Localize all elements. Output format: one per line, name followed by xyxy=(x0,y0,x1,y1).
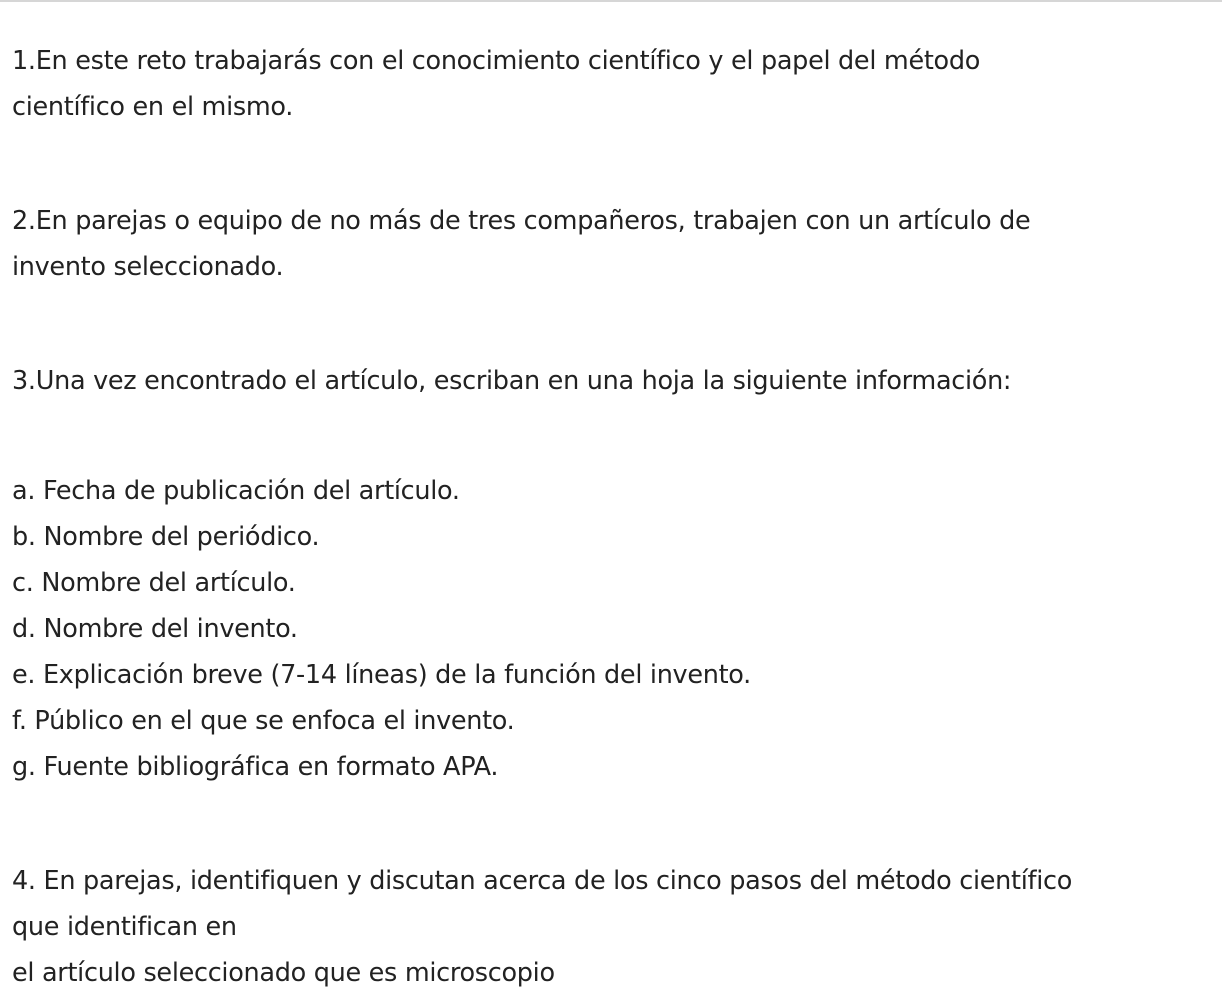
instruction-1 xyxy=(12,38,1212,130)
instruction-2 xyxy=(12,198,1212,290)
list-item: a. Fecha de publicación del artículo. xyxy=(12,476,460,506)
instruction-4 xyxy=(12,858,1212,996)
instruction-3-line-1: 3.Una vez encontrado el artículo, escriban en una hoja la siguiente información: xyxy=(12,366,1012,396)
spacer xyxy=(12,790,1212,858)
instruction-2-line-2: invento seleccionado. xyxy=(12,252,284,282)
list-item: b. Nombre del periódico. xyxy=(12,522,320,552)
instruction-4-line-3: el artículo seleccionado que es microscopio xyxy=(12,958,555,988)
document-body xyxy=(12,38,1212,996)
list-item: f. Público en el que se enfoca el invento. xyxy=(12,706,515,736)
top-divider xyxy=(0,0,1222,2)
instruction-1-line-1: 1.En este reto trabajarás con el conocimiento científico y el papel del método xyxy=(12,46,981,76)
instruction-4-line-2: que identifican en xyxy=(12,912,237,942)
instruction-2-line-1: 2.En parejas o equipo de no más de tres compañeros, trabajen con un artículo de xyxy=(12,206,1031,236)
instruction-3 xyxy=(12,358,1212,404)
list-item: e. Explicación breve (7-14 líneas) de la función del invento. xyxy=(12,660,751,690)
spacer xyxy=(12,290,1212,358)
spacer xyxy=(12,130,1212,198)
list-item: c. Nombre del artículo. xyxy=(12,568,296,598)
info-list xyxy=(12,468,1212,790)
spacer xyxy=(12,404,1212,468)
instruction-1-line-2: científico en el mismo. xyxy=(12,92,294,122)
list-item: d. Nombre del invento. xyxy=(12,614,298,644)
list-item: g. Fuente bibliográfica en formato APA. xyxy=(12,752,499,782)
instruction-4-line-1: 4. En parejas, identifiquen y discutan acerca de los cinco pasos del método científico xyxy=(12,866,1073,896)
